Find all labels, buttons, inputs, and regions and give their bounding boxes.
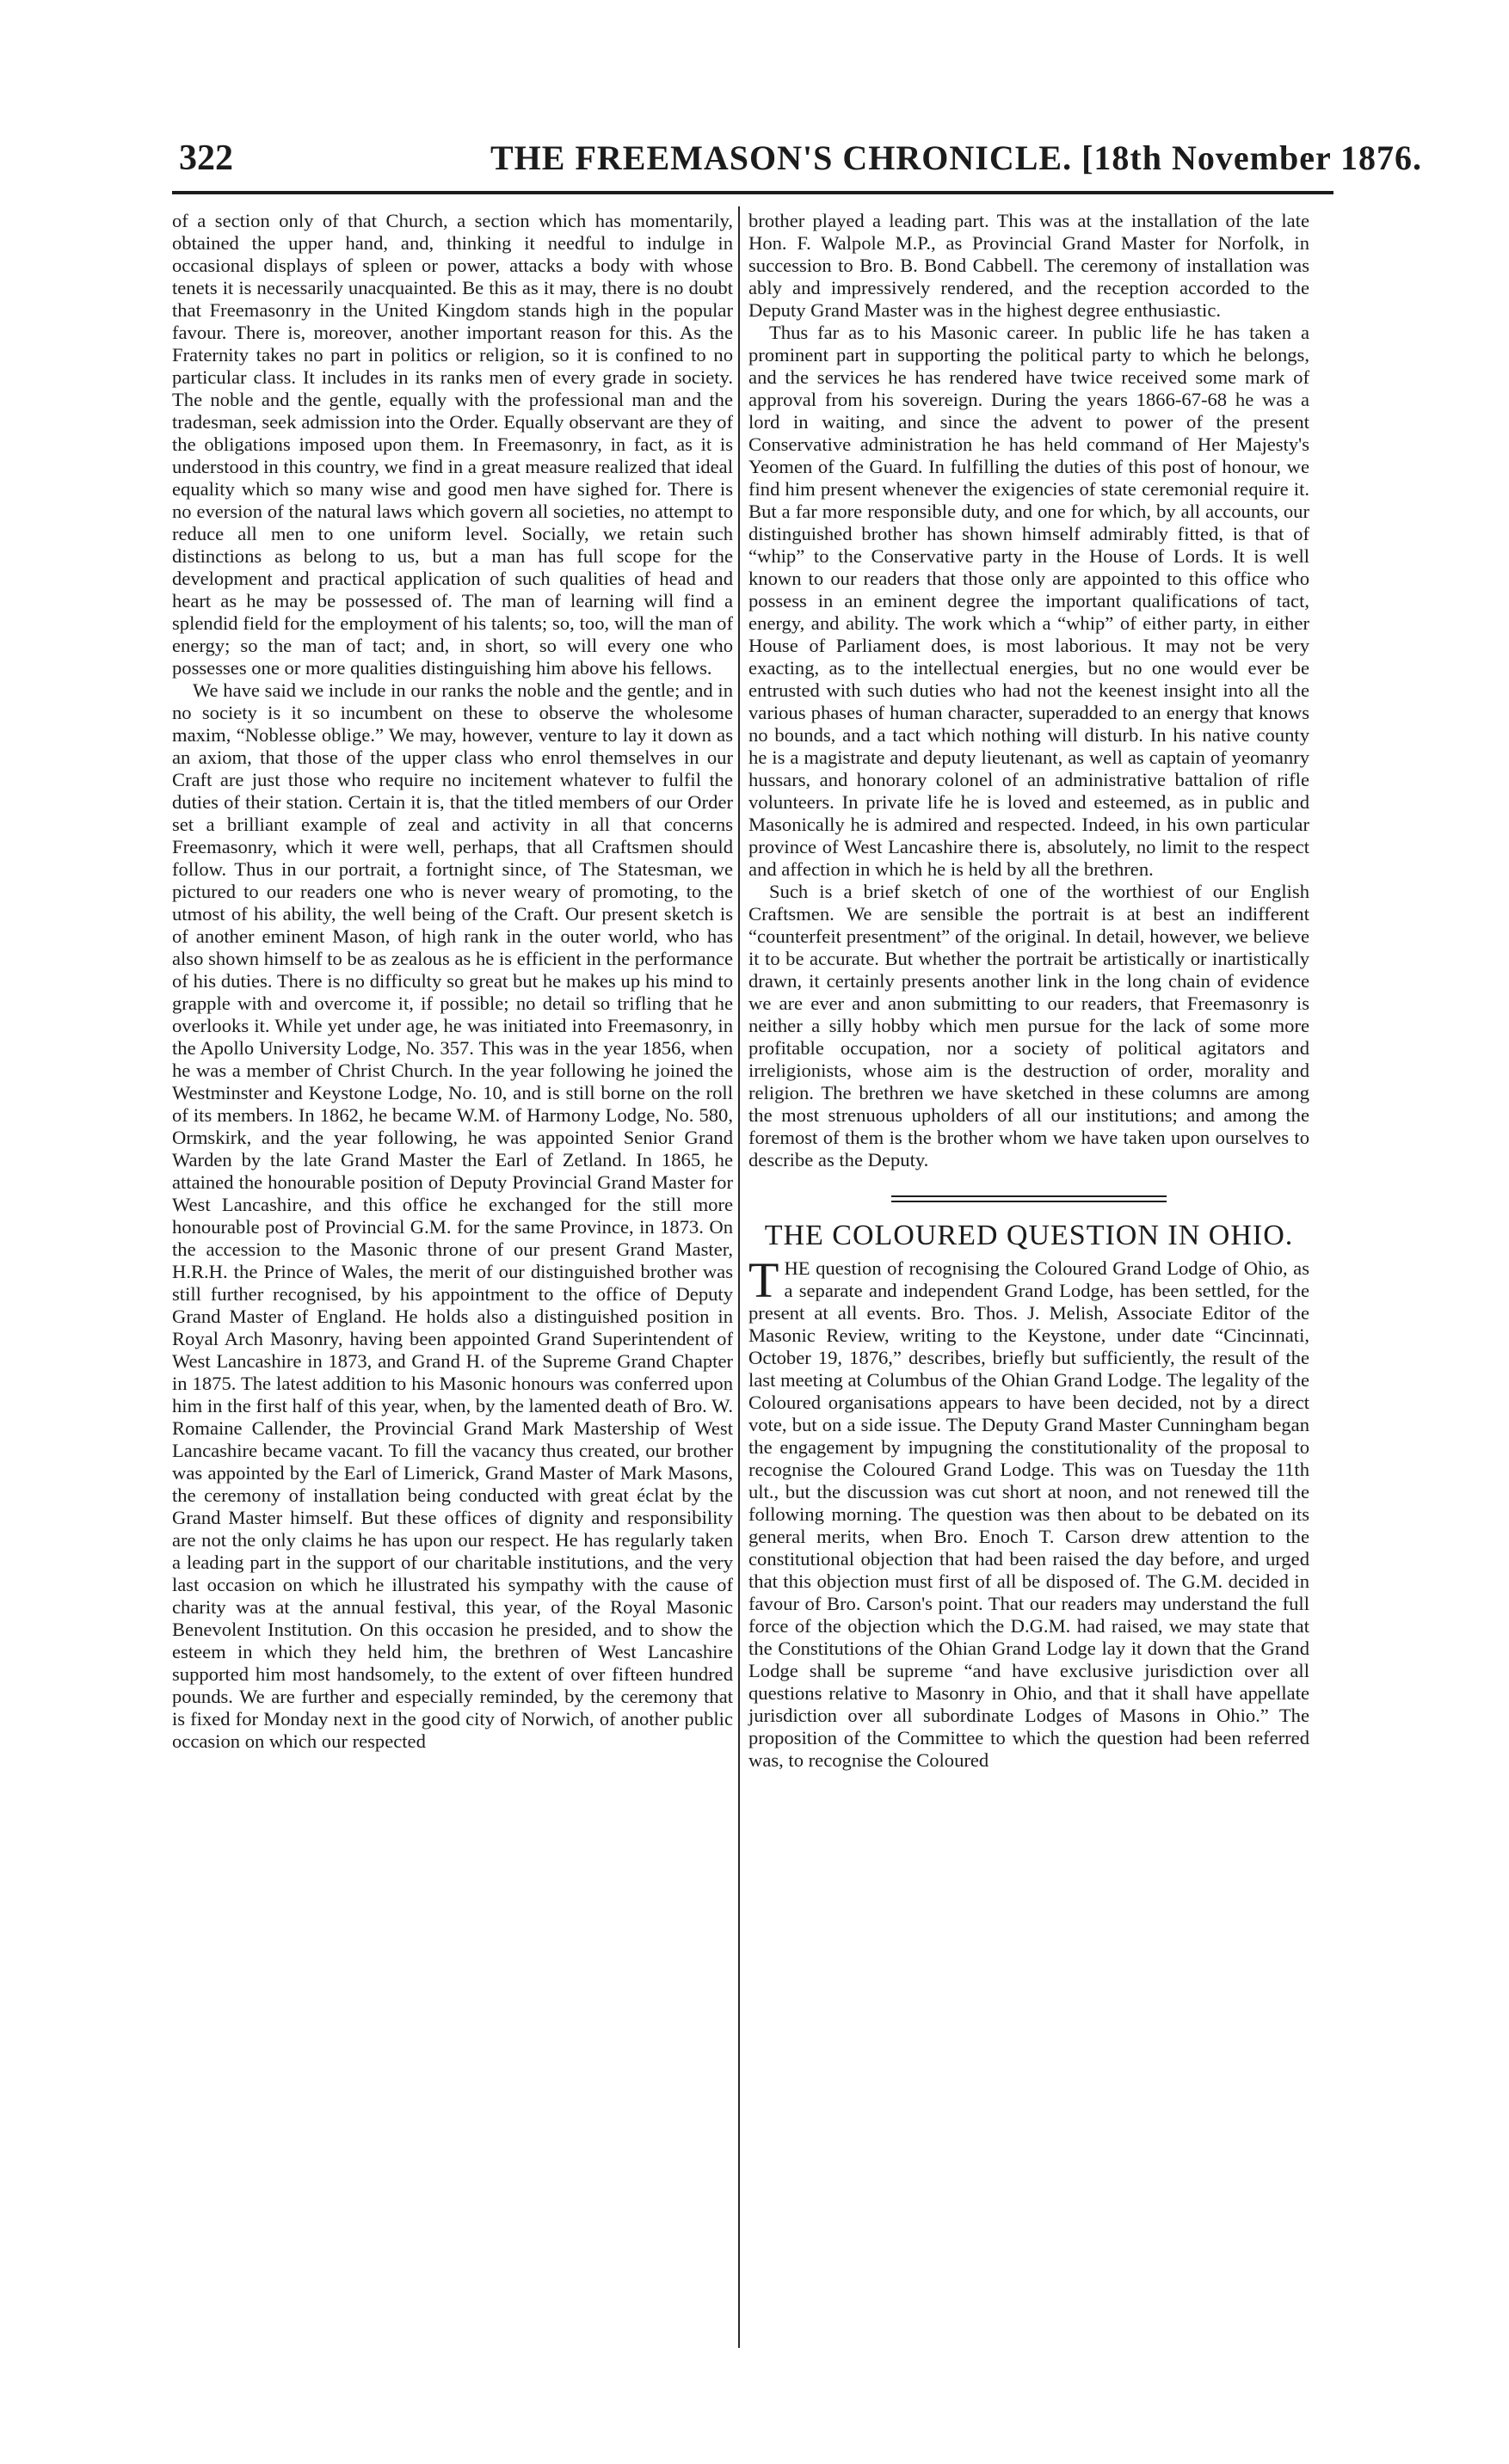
right-paragraph-1: brother played a leading part. This was at the installation of the late Hon. F. Walpole M.P., as Provincial Grand Master for Norfolk, in succession to Bro. B. Bond Cabbell. The ceremony of installation was ably and impressively rendered, and the reception accorded to the Deputy Grand Master was in the highest degree enthusiastic. — [748, 210, 1309, 321]
page-number: 322 — [179, 138, 233, 178]
article-paragraph-text: HE question of recognising the Coloured Grand Lodge of Ohio, as a separate and independent Grand Lodge, has been settled, for the present at all events. Bro. Thos. J. Melish, Associate Editor of the Masonic Review, writing to the Keystone, under date “Cincinnati, October 19, 1876,” describes, briefly but sufficiently, the result of the last meeting at Columbus of the Ohian Grand Lodge. The legality of the Coloured organisations appears to have been decided, not by a direct vote, but on a side issue. The Deputy Grand Master Cunningham began the engagement by impugning the constitutionality of the proposal to recognise the Coloured Grand Lodge. This was on Tuesday the 11th ult., but the discussion was cut short at noon, and not renewed till the following morning. The question was then about to be debated on its general merits, when Bro. Enoch T. Carson drew attention to the constitutional objection that had been raised the day before, and urged that this objection must first of all be disposed of. The G.M. decided in favour of Bro. Carson's point. That our readers may understand the full force of the objection which the D.G.M. had raised, we may state that the Constitutions of the Ohian Grand Lodge lay it down that the Grand Lodge shall be supreme “and have exclusive jurisdiction over all questions relative to Masonry in Ohio, and that it shall have appellate jurisdiction over all subordinate Lodges of Masons in Ohio.” The proposition of the Committee to which the question had been referred was, to recognise the Coloured — [748, 1257, 1309, 1771]
left-column — [172, 210, 733, 1753]
right-paragraph-2: Thus far as to his Masonic career. In public life he has taken a prominent part in supporting the political party to which he belongs, and the services he has rendered have twice received some mark of approval from his sovereign. During the years 1866-67-68 he was a lord in waiting, and since the advent to power of the present Conservative administration he has held command of Her Majesty's Yeomen of the Guard. In fulfilling the duties of this post of honour, we find him present whenever the exigencies of state ceremonial require it. But a far more responsible duty, and one for which, by all accounts, our distinguished brother has shown himself admirably fitted, is that of “whip” to the Conservative party in the House of Lords. It is well known to our readers that those only are appointed to this office who possess in an eminent degree the important qualifications of tact, energy, and ability. The work which a “whip” of either party, in either House of Parliament does, is most laborious. It may not be very exacting, as to the intellectual energies, but no one would ever be entrusted with such duties who had not the keenest insight into all the various phases of human character, superadded to an energy that knows no bounds, and a tact which nothing will disturb. In his native county he is a magistrate and deputy lieutenant, as well as captain of yeomanry hussars, and honorary colonel of an administrative battalion of rifle volunteers. In private life he is loved and esteemed, as in public and Masonically he is admired and respected. Indeed, in his own particular province of West Lancashire there is, absolutely, no limit to the respect and affection in which he is held by all the brethren. — [748, 322, 1309, 880]
right-paragraph-3: Such is a brief sketch of one of the worthiest of our English Craftsmen. We are sensible the portrait is at best an indifferent “counterfeit presentment” of the original. In detail, however, we believe it to be accurate. But whether the portrait be artistically or inartistically drawn, it certainly presents another link in the long chain of evidence we are ever and anon submitting to our readers, that Freemasonry is neither a silly hobby which men pursue for the lack of some more profitable occupation, nor a society of political agitators and irreligionists, whose aim is the destruction of order, morality and religion. The brethren we have sketched in these columns are among the most strenuous upholders of all our institutions; and among the foremost of them is the brother whom we have taken upon ourselves to describe as the Deputy. — [748, 881, 1309, 1171]
column-divider — [738, 206, 740, 2348]
section-separator-rule — [891, 1201, 1167, 1202]
drop-cap: T — [748, 1252, 779, 1308]
article-heading: THE COLOURED QUESTION IN OHIO. — [764, 1220, 1294, 1251]
left-paragraph-2: We have said we include in our ranks the noble and the gentle; and in no society is it so incumbent on these to observe the wholesome maxim, “Noblesse oblige.” We may, however, venture to lay it down as an axiom, that those of the upper class who enrol themselves in our Craft are just those who require no incitement whatever to fulfil the duties of their station. Certain it is, that the titled members of our Order set a brilliant example of zeal and activity in all that concerns Freemasonry, which it were well, perhaps, that all Craftsmen should follow. Thus in our portrait, a fortnight since, of The Statesman, we pictured to our readers one who is never weary of promoting, to the utmost of his ability, the well being of the Craft. Our present sketch is of another eminent Mason, of high rank in the outer world, who has also shown himself to be as zealous as he is efficient in the performance of his duties. There is no difficulty so great but he makes up his mind to grapple with and overcome it, if possible; no detail so trifling that he overlooks it. While yet under age, he was initiated into Freemasonry, in the Apollo University Lodge, No. 357. This was in the year 1856, when he was a member of Christ Church. In the year following he joined the Westminster and Keystone Lodge, No. 10, and is still borne on the roll of its members. In 1862, he became W.M. of Harmony Lodge, No. 580, Ormskirk, and the year following, he was appointed Senior Grand Warden by the late Grand Master the Earl of Zetland. In 1865, he attained the honourable position of Deputy Provincial Grand Master for West Lancashire, and this office he exchanged for the still more honourable post of Provincial G.M. for the same Province, in 1873. On the accession to the Masonic throne of our present Grand Master, H.R.H. the Prince of Wales, the merit of our distinguished brother was still further recognised, by his appointment to the office of Deputy Grand Master of England. He holds also a distinguished position in Royal Arch Masonry, having been appointed Grand Superintendent of West Lancashire in 1873, and Grand H. of the Supreme Grand Chapter in 1875. The latest addition to his Masonic honours was conferred upon him in the first half of this year, when, by the lamented death of Bro. W. Romaine Callender, the Provincial Grand Mark Mastership of West Lancashire became vacant. To fill the vacancy thus created, our brother was appointed by the Earl of Limerick, Grand Master of Mark Masons, the ceremony of installation being conducted with great éclat by the Grand Master himself. But these offices of dignity and responsibility are not the only claims he has upon our respect. He has regularly taken a leading part in the support of our charitable institutions, and the very last occasion on which he illustrated his sympathy with the cause of charity was at the annual festival, this year, of the Royal Masonic Benevolent Institution. On this occasion he presided, and to show the esteem in which they held him, the brethren of West Lancashire supported him most handsomely, to the extent of over fifteen hundred pounds. We are further and especially reminded, by the ceremony that is fixed for Monday next in the good city of Norwich, of another public occasion on which our respected — [172, 679, 733, 1752]
journal-title: THE FREEMASON'S CHRONICLE. [18th November 1876. — [490, 138, 1422, 177]
header-rule — [172, 191, 1333, 194]
section-separator-rule — [891, 1195, 1167, 1197]
article-paragraph-1 — [748, 1252, 1309, 1772]
running-head — [34, 138, 1422, 189]
right-column — [748, 210, 1309, 1772]
left-paragraph-1: of a section only of that Church, a section which has momentarily, obtained the upper hand, and, thinking it needful to indulge in occasional displays of spleen or power, attacks a body with whose tenets it is necessarily unacquainted. Be this as it may, there is no doubt that Freemasonry in the United Kingdom stands high in the popular favour. There is, moreover, another important reason for this. As the Fraternity takes no part in politics or religion, so it is confined to no particular class. It includes in its ranks men of every grade in society. The noble and the gentle, equally with the professional man and the tradesman, seek admission into the Order. Equally observant are they of the obligations imposed upon them. In Freemasonry, in fact, as it is understood in this country, we find in a great measure realized that ideal equality which so many wise and good men have sighed for. There is no eversion of the natural laws which govern all societies, no attempt to reduce all men to one uniform level. Socially, we retain such distinctions as belong to us, but a man has full scope for the development and practical application of such qualities of head and heart as he may be possessed of. The man of learning will find a splendid field for the employment of his talents; so, too, will the man of energy; so the man of tact; and, in short, so will every one who possesses one or more qualities distinguishing him above his fellows. — [172, 210, 733, 679]
